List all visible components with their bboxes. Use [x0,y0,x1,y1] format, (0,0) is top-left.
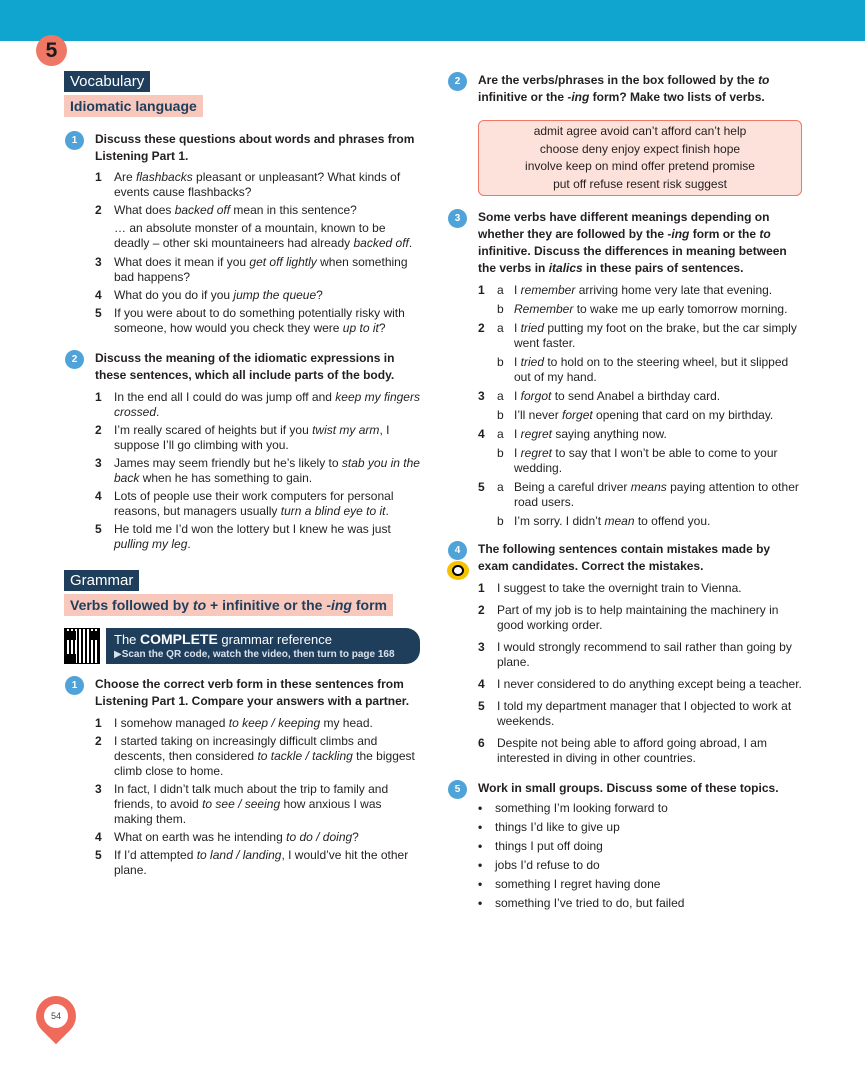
task-number-badge: 2 [65,350,84,369]
grammar-task-1-list [64,716,420,878]
vocab-task-1 [64,131,420,165]
list-item: b Remember to wake me up early tomorrow morning. [497,302,788,316]
task-instruction: Choose the correct verb form in these sentences from Listening Part 1. Compare your answers with a partner. [95,677,410,708]
grammar-task-5-list [447,801,803,911]
task-number-badge: 5 [448,780,467,799]
grammar-task-4-list [447,581,803,766]
word-box-line: put off refuse resent risk suggest [553,176,727,191]
list-item: b I tried to hold on to the steering wheel, but it slipped out of my hand. [497,355,789,384]
list-item: 4 Lots of people use their work computers for personal reasons, but managers usually turn a blind eye to it. [95,489,394,518]
list-item: 2 I started taking on increasingly difficult climbs and descents, then considered to tackle / tackling the biggest climb close to home. [95,734,415,778]
qr-code[interactable] [64,628,100,664]
list-item: 4 a I regret saying anything now. [478,427,667,441]
list-item: 5 I told my department manager that I objected to work at weekends. [478,699,792,728]
list-item: 1 In the end all I could do was jump off and keep my fingers crossed. [95,390,420,419]
task-number-badge: 1 [65,676,84,695]
quote-text: … an absolute monster of a mountain, known to be deadly – other ski mountaineers had already backed off. [114,221,413,250]
bullet-item: • things I put off doing [478,839,803,854]
vocab-task-1-list [64,170,420,336]
list-item: 1 a I remember arriving home very late that evening. [478,283,773,297]
verbs-followed-heading: Verbs followed by to + infinitive or the -ing form [64,594,393,616]
verb-word-box [478,120,802,196]
grammar-task-2 [447,72,803,106]
list-item: 3 What does it mean if you get off lightly when something bad happens? [95,255,408,284]
list-item: 6 Despite not being able to afford going abroad, I am interested in diving in other countries. [478,736,767,765]
task-number-badge: 3 [448,209,467,228]
banner-subtitle: ▶Scan the QR code, watch the video, then turn to page 168 [114,649,395,660]
list-item: 4 I never considered to do anything except being a teacher. [478,677,802,691]
list-item: 1 I somehow managed to keep / keeping my head. [95,716,373,730]
left-column [64,71,420,878]
list-item: 5 If you were about to do something potentially risky with someone, how would you check they were up to it? [95,306,405,335]
unit-number-badge: 5 [36,35,67,66]
vocab-task-2-list [64,390,420,552]
grammar-task-3-list [447,283,803,529]
list-item: 3 In fact, I didn’t talk much about the trip to family and friends, to avoid to see / seeing how anxious I was making them. [95,782,389,826]
list-item: 1 I suggest to take the overnight train to Vienna. [478,581,742,595]
bullet-item: • something I’m looking forward to [478,801,803,816]
task-instruction: The following sentences contain mistakes made by exam candidates. Correct the mistakes. [478,542,771,573]
grammar-task-1 [64,676,420,710]
list-item: 3 I would strongly recommend to sail rather than going by plane. [478,640,792,669]
word-box-line: admit agree avoid can’t afford can’t help [533,124,747,138]
word-box-line: involve keep on mind offer pretend promise [525,159,755,173]
banner-title: The COMPLETE grammar reference [114,631,332,647]
grammar-task-4 [447,541,803,575]
task-instruction: Work in small groups. Discuss some of these topics. [478,781,779,795]
list-item: 4 What do you do if you jump the queue? [95,288,323,302]
task-instruction: Are the verbs/phrases in the box followed by the to infinitive or the -ing form? Make two lists of verbs. [478,73,770,104]
task-number-badge: 1 [65,131,84,150]
list-item: 5 If I’d attempted to land / landing, I would’ve hit the other plane. [95,848,409,877]
list-item: 3 a I forgot to send Anabel a birthday card. [478,389,721,403]
task-instruction: Discuss the meaning of the idiomatic expressions in these sentences, which all include parts of the body. [95,351,395,382]
list-item: 3 James may seem friendly but he’s likely to stab you in the back when he has something to gain. [95,456,420,485]
list-item: 2 a I tried putting my foot on the brake, but the car simply went faster. [478,321,797,350]
grammar-heading: Grammar [64,570,139,591]
bullet-item: • jobs I’d refuse to do [478,858,803,873]
list-item: 5 He told me I’d won the lottery but I knew he was just pulling my leg. [95,522,391,551]
vocabulary-heading: Vocabulary [64,71,150,92]
bullet-item: • something I’ve tried to do, but failed [478,896,803,911]
page-number: 54 [44,1004,68,1028]
right-column [447,72,803,911]
list-item: b I’ll never forget opening that card on my birthday. [497,408,774,422]
banner-bar [106,628,420,664]
list-item: 4 What on earth was he intending to do / doing? [95,830,359,844]
task-number-badge: 2 [448,72,467,91]
vocab-task-2 [64,350,420,384]
list-item: 2 What does backed off mean in this sentence? [95,203,357,217]
list-item: 5 a Being a careful driver means paying attention to other road users. [478,480,799,509]
list-item: 1 Are flashbacks pleasant or unpleasant? What kinds of events cause flashbacks? [95,170,401,199]
grammar-reference-banner[interactable] [64,628,420,666]
list-item: 2 Part of my job is to help maintaining the machinery in good working order. [478,603,779,632]
exam-tip-eye-icon [447,561,469,580]
task-instruction: Discuss these questions about words and phrases from Listening Part 1. [95,132,415,163]
grammar-task-3 [447,209,803,277]
word-box-line: choose deny enjoy expect finish hope [539,141,741,156]
bullet-item: • things I’d like to give up [478,820,803,835]
list-item: b I regret to say that I won’t be able to come to your wedding. [497,446,778,475]
task-number-badge: 4 [448,541,467,560]
bullet-item: • something I regret having done [478,877,803,892]
grammar-task-5 [447,780,803,797]
task-instruction: Some verbs have different meanings depending on whether they are followed by the -ing form or the to infinitive. Discuss the differences in meaning between the verbs in italics in these pairs of sentences. [478,210,787,275]
top-color-bar [0,0,865,41]
list-item: b I’m sorry. I didn’t mean to offend you. [497,514,711,528]
idiomatic-language-heading: Idiomatic language [64,95,203,117]
list-item: 2 I’m really scared of heights but if you twist my arm, I suppose I’ll go climbing with you. [95,423,390,452]
play-arrow-icon: ▶ [114,649,122,660]
